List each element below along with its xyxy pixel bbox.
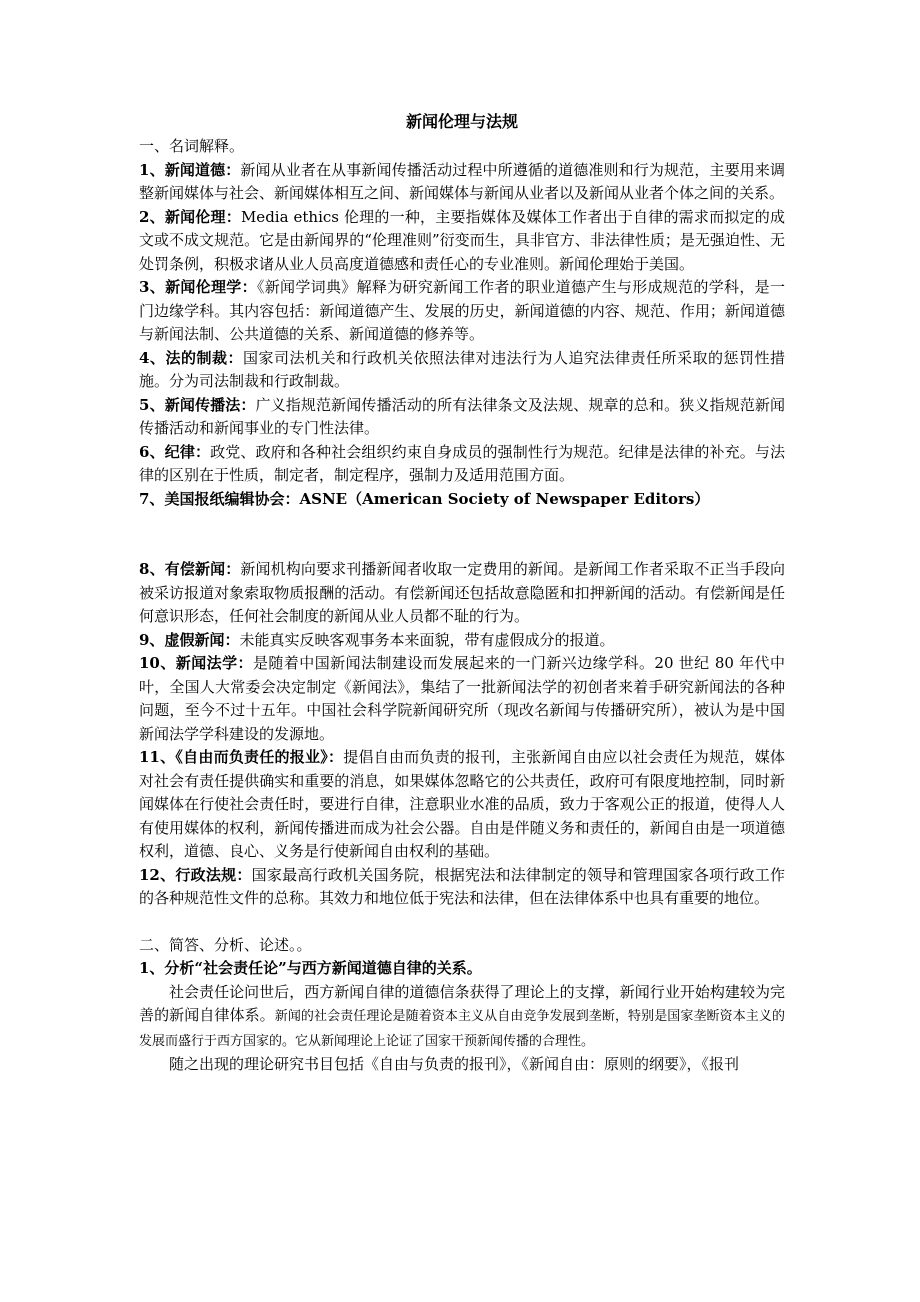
question-title: 1、分析“社会责任论”与西方新闻道德自律的关系。 xyxy=(139,959,482,977)
term-name: 虚假新闻 xyxy=(164,630,225,649)
term-sep: ： xyxy=(225,560,241,578)
section-heading-1: 一、名词解释。 xyxy=(139,137,245,155)
term-definition: 新闻从业者在从事新闻传播活动过程中所遵循的道德准则和行为规范，主要用来调整新闻媒体与社会、新闻媒体相互之间、新闻媒体与新闻从业者以及新闻从业者个体之间的关系。 xyxy=(139,160,785,202)
term-name: 新闻法学 xyxy=(175,654,238,672)
term-definition: ASNE（American Society of Newspaper Editors） xyxy=(299,489,710,508)
term-name: 纪律 xyxy=(164,442,195,461)
term-item xyxy=(139,441,785,488)
term-sep: ： xyxy=(236,865,252,884)
spacer xyxy=(139,511,785,558)
term-definition: 是随着中国新闻法制建设而发展起来的一门新兴边缘学科。20 世纪 80 年代中叶，全国人大常委会决定制定《新闻法》，集结了一批新闻法学的初创者来着手研究新闻法的各种问题，至今不过十五年。中国社会科学院新闻研究所（现改名新闻与传播研究所），被认为是中国新闻法学学科建设的发源地。 xyxy=(139,654,785,743)
term-definition: 未能真实反映客观事务本来面貌，带有虚假成分的报道。 xyxy=(239,630,615,649)
term-number: 9、 xyxy=(139,630,165,649)
term-number: 12、 xyxy=(139,865,176,884)
answer-text-small: 新闻的社会责任理论是随着资本主义从自由竞争发展到垄断，特别是国家垄断资本主义的发展而盛行于西方国家的。它从新闻理论上论证了国家干预新闻传播的合理性。 xyxy=(139,1009,785,1049)
term-item xyxy=(139,864,785,911)
term-definition: 《新闻学词典》解释为研究新闻工作者的职业道德产生与形成规范的学科，是一门边缘学科。其内容包括：新闻道德产生、发展的历史，新闻道德的内容、规范、作用；新闻道德与新闻法制、公共道德的关系、新闻道德的修养等。 xyxy=(139,278,785,343)
term-number: 1、 xyxy=(139,160,165,179)
term-name: 新闻传播法 xyxy=(164,395,241,414)
term-sep: ： xyxy=(225,207,241,226)
term-definition: Media ethics 伦理的一种，主要指媒体及媒体工作者出于自律的需求而拟定的成文或不成文规范。它是由新闻界的“伦理准则”衍变而生，具非官方、非法律性质；是无强迫性、无处罚条例，积极求诸从业人员高度道德感和责任心的专业准则。新闻伦理始于美国。 xyxy=(139,207,785,273)
term-item xyxy=(139,159,785,206)
term-number: 10、 xyxy=(139,654,176,672)
term-item xyxy=(139,746,785,864)
section-heading-2: 二、简答、分析、论述。。 xyxy=(139,935,312,954)
term-name: 行政法规 xyxy=(175,865,237,884)
term-item xyxy=(139,347,785,394)
term-item xyxy=(139,488,785,512)
term-item xyxy=(139,276,785,347)
term-list-2 xyxy=(139,558,785,911)
term-definition: 国家司法机关和行政机关依照法律对违法行为人追究法律责任所采取的惩罚性措施。分为司法制裁和行政制裁。 xyxy=(139,348,786,390)
term-number: 5、 xyxy=(139,395,165,414)
term-definition: 新闻机构向要求刊播新闻者收取一定费用的新闻。是新闻工作者采取不正当手段向被采访报道对象索取物质报酬的活动。有偿新闻还包括故意隐匿和扣押新闻的活动。有偿新闻是任何意识形态，任何社会制度的新闻从业人员都不耻的行为。 xyxy=(139,560,785,625)
term-number: 7、 xyxy=(139,489,165,508)
term-sep: ： xyxy=(240,395,256,414)
term-name: 新闻伦理学 xyxy=(165,278,242,296)
term-name: 新闻道德 xyxy=(164,160,226,179)
term-sep: ： xyxy=(241,278,257,296)
term-sep: ： xyxy=(237,654,253,672)
term-name: 新闻伦理 xyxy=(164,207,226,226)
term-definition: 国家最高行政机关国务院，根据宪法和法律制定的领导和管理国家各项行政工作的各种规范性文件的总称。其效力和地位低于宪法和法律，但在法律体系中也具有重要的地位。 xyxy=(139,865,785,907)
term-definition: 政党、政府和各种社会组织约束自身成员的强制性行为规范。纪律是法律的补充。与法律的区别在于性质，制定者，制定程序，强制力及适用范围方面。 xyxy=(139,442,785,484)
term-definition: 提倡自由而负责的报刊，主张新闻自由应以社会责任为规范，媒体对社会有责任提供确实和重要的消息，如果媒体忽略它的公共责任，政府可有限度地控制，同时新闻媒体在行使社会责任时，要进行自律，注意职业水准的品质，致力于客观公正的报道，使得人人有使用媒体的权利，新闻传播进而成为社会公器。自由是伴随义务和责任的，新闻自由是一项道德权利，道德、良心、义务是行使新闻自由权利的基础。 xyxy=(139,748,785,860)
term-item xyxy=(139,206,785,277)
term-sep: ： xyxy=(194,442,211,461)
term-item xyxy=(139,629,785,653)
term-number: 8、 xyxy=(139,560,165,578)
spacer xyxy=(139,911,785,934)
term-item xyxy=(139,558,785,629)
term-name: 法的制裁 xyxy=(165,348,228,367)
term-sep: ： xyxy=(328,748,344,766)
term-number: 2、 xyxy=(139,207,165,226)
document-page xyxy=(139,108,785,1077)
answer-paragraph xyxy=(139,981,785,1054)
answer-text: 社会责任论问世后，西方新闻自律的道德信条获得了理论上的支撑，新闻行业开始构建较为完善的新闻自律体系。 xyxy=(139,982,785,1024)
answer-paragraph: 随之出现的理论研究书目包括《自由与负责的报刊》，《新闻自由：原则的纲要》，《报刊 xyxy=(169,1055,740,1073)
term-name: 《自由而负责任的报业》 xyxy=(175,748,328,766)
term-name: 美国报纸编辑协会 xyxy=(164,489,285,508)
term-definition: 广义指规范新闻传播活动的所有法律条文及法规、规章的总和。狭义指规范新闻传播活动和新闻事业的专门性法律。 xyxy=(139,395,785,437)
term-name: 有偿新闻 xyxy=(164,560,226,578)
document-title: 新闻伦理与法规 xyxy=(405,112,518,131)
term-sep: ： xyxy=(227,348,243,367)
term-sep: ： xyxy=(284,489,300,508)
term-item xyxy=(139,652,785,746)
term-list-1 xyxy=(139,159,785,512)
term-number: 3、 xyxy=(139,278,166,296)
term-sep: ： xyxy=(224,630,240,649)
term-number: 4、 xyxy=(139,348,166,367)
term-item xyxy=(139,394,785,441)
term-number: 6、 xyxy=(139,442,165,461)
term-sep: ： xyxy=(225,160,241,179)
term-number: 11、 xyxy=(139,748,176,766)
